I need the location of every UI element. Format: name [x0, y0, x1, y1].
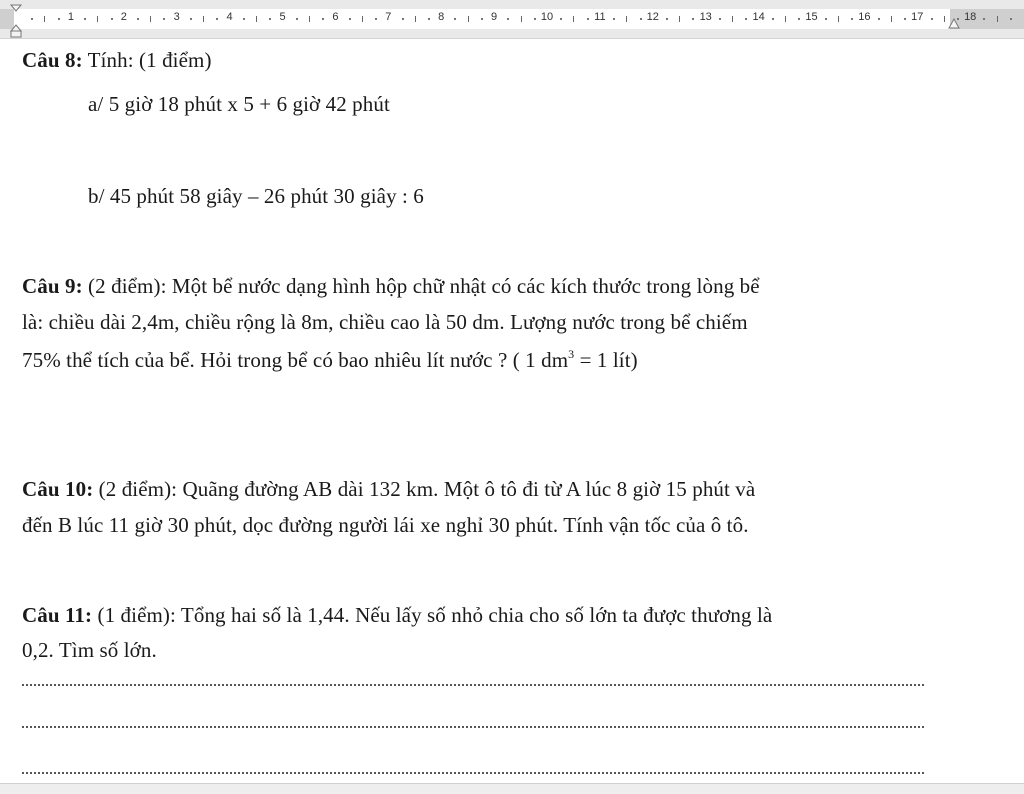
ruler-dot	[878, 18, 880, 20]
question-8-part-a: a/ 5 giờ 18 phút x 5 + 6 giờ 42 phút	[88, 92, 390, 116]
ruler-tick	[150, 16, 151, 22]
question-9-text-1: (2 điểm): Một bể nước dạng hình hộp chữ nhật có các kích thước trong lòng bể	[82, 274, 760, 298]
ruler-dot	[428, 18, 430, 20]
ruler-dot	[349, 18, 351, 20]
question-9-label: Câu 9:	[22, 274, 83, 298]
ruler-dot	[375, 18, 377, 20]
ruler-tick	[44, 16, 45, 22]
question-10-line-2: đến B lúc 11 giờ 30 phút, dọc đường người lái xe nghỉ 30 phút. Tính vận tốc của ô tô.	[22, 513, 749, 537]
ruler-number: 15	[805, 11, 818, 23]
ruler-dot	[507, 18, 509, 20]
question-10-line-1	[22, 477, 755, 502]
ruler-number: 8	[438, 11, 445, 23]
ruler-dot	[454, 18, 456, 20]
ruler-dot	[1010, 18, 1012, 20]
answer-line-1	[22, 684, 924, 686]
document-page	[0, 38, 1024, 783]
ruler-dot	[269, 18, 271, 20]
ruler-dot	[111, 18, 113, 20]
ruler-dot	[931, 18, 933, 20]
question-9-line-3	[22, 348, 638, 373]
ruler-dot	[137, 18, 139, 20]
ruler-tick	[997, 16, 998, 22]
status-bar	[0, 783, 1024, 794]
question-11-label: Câu 11:	[22, 603, 93, 627]
ruler-dot	[216, 18, 218, 20]
ruler-number: 3	[173, 11, 180, 23]
ruler-dot	[851, 18, 853, 20]
ruler-number: 10	[540, 11, 554, 23]
ruler-tick	[97, 16, 98, 22]
question-9-text-3b: = 1 lít)	[574, 348, 638, 372]
ruler-tick	[415, 16, 416, 22]
ruler-dot	[745, 18, 747, 20]
ruler-dot	[481, 18, 483, 20]
ruler-dot	[534, 18, 536, 20]
ruler-dot	[692, 18, 694, 20]
ruler-tick	[626, 16, 627, 22]
ruler-right-margin	[950, 9, 1024, 29]
ruler-dot	[243, 18, 245, 20]
question-9-line-2: là: chiều dài 2,4m, chiều rộng là 8m, chiều cao là 50 dm. Lượng nước trong bể chiếm	[22, 310, 748, 334]
ruler-dot	[84, 18, 86, 20]
question-11-line-2: 0,2. Tìm số lớn.	[22, 638, 157, 662]
ruler-number: 13	[699, 11, 712, 23]
answer-line-2	[22, 726, 924, 728]
question-10-label: Câu 10:	[22, 477, 94, 501]
ruler-tick	[521, 16, 522, 22]
ruler-number: 2	[120, 11, 127, 23]
ruler-dot	[666, 18, 668, 20]
ruler-number: 16	[858, 11, 871, 23]
ruler-tick	[891, 16, 892, 22]
ruler-dot	[825, 18, 827, 20]
ruler-tick	[309, 16, 310, 22]
question-10-text-1: (2 điểm): Quãng đường AB dài 132 km. Một ô tô đi từ A lúc 8 giờ 15 phút và	[93, 477, 756, 501]
horizontal-ruler	[0, 0, 1024, 39]
question-8-label: Câu 8:	[22, 48, 83, 72]
right-indent-marker-icon[interactable]	[948, 18, 960, 30]
ruler-tick	[785, 16, 786, 22]
ruler-number: 17	[911, 11, 924, 23]
ruler-number: 18	[964, 11, 977, 23]
ruler-number: 1	[67, 11, 74, 23]
ruler-tick	[732, 16, 733, 22]
question-9-superscript: 3	[568, 347, 575, 361]
ruler-tick	[944, 16, 945, 22]
question-8-part-b: b/ 45 phút 58 giây – 26 phút 30 giây : 6	[88, 184, 424, 208]
ruler-number: 7	[385, 11, 392, 23]
ruler-tick	[679, 16, 680, 22]
question-11-line-1	[22, 603, 772, 628]
ruler-dot	[31, 18, 33, 20]
ruler-tick	[468, 16, 469, 22]
ruler-number: 4	[226, 11, 233, 23]
ruler-tick	[203, 16, 204, 22]
ruler-tick	[838, 16, 839, 22]
ruler-dot	[904, 18, 906, 20]
ruler-dot	[772, 18, 774, 20]
ruler-dot	[587, 18, 589, 20]
ruler-tick	[362, 16, 363, 22]
ruler-dot	[322, 18, 324, 20]
ruler-tick	[256, 16, 257, 22]
ruler-number: 9	[491, 11, 498, 23]
question-8-title: Tính: (1 điểm)	[82, 48, 212, 72]
ruler-dot	[402, 18, 404, 20]
ruler-dot	[58, 18, 60, 20]
ruler-dot	[613, 18, 615, 20]
ruler-dot	[163, 18, 165, 20]
ruler-dot	[640, 18, 642, 20]
ruler-number: 14	[752, 11, 765, 23]
question-11-text-1: (1 điểm): Tổng hai số là 1,44. Nếu lấy số nhỏ chia cho số lớn ta được thương là	[92, 603, 773, 627]
question-9-text-3a: 75% thể tích của bể. Hỏi trong bể có bao nhiêu lít nước ? ( 1 dm	[22, 348, 569, 372]
ruler-number: 11	[594, 11, 606, 23]
indent-marker-icon[interactable]	[10, 4, 22, 38]
ruler-number: 6	[332, 11, 339, 23]
ruler-tick	[573, 16, 574, 22]
question-9-line-1	[22, 274, 760, 299]
ruler-dot	[719, 18, 721, 20]
question-8-heading	[22, 48, 212, 73]
ruler-dot	[190, 18, 192, 20]
ruler-dot	[296, 18, 298, 20]
ruler-dot	[798, 18, 800, 20]
ruler-number: 12	[646, 11, 659, 23]
ruler-dot	[983, 18, 985, 20]
ruler-dot	[560, 18, 562, 20]
ruler-number: 5	[279, 11, 286, 23]
answer-line-3	[22, 772, 924, 774]
